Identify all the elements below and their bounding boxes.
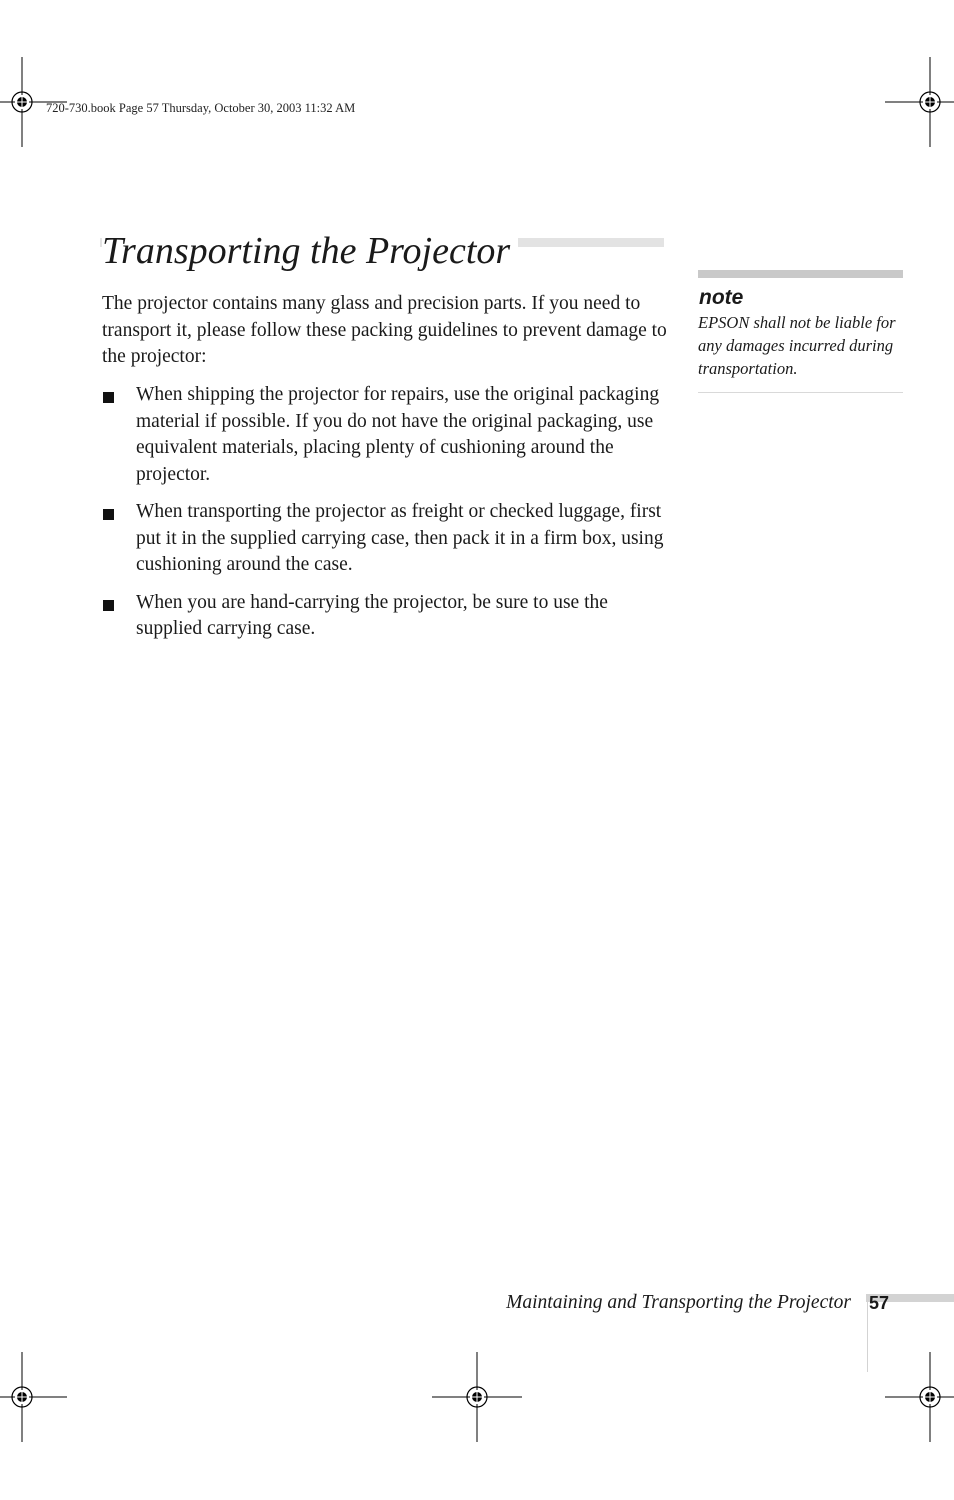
footer-divider [867,1302,868,1372]
intro-paragraph: The projector contains many glass and precision parts. If you need to transport it, please follow these packing guidelines to prevent damage to the projector: [102,293,667,367]
note-heading: note [699,286,744,309]
square-bullet-icon [103,509,114,520]
sidebar-note [698,270,903,393]
registration-mark-icon [0,1352,67,1442]
footer-section-title: Maintaining and Transporting the Projector [506,1292,851,1313]
page-title: Transporting the Projector [102,228,518,274]
page-number: 57 [869,1293,890,1313]
square-bullet-icon [103,600,114,611]
list-item-text: When transporting the projector as freight or checked luggage, first put it in the supplied carrying case, then pack it in a firm box, using cushioning around the case. [136,501,664,575]
list-item-text: When shipping the projector for repairs, use the original packaging material if possible. If you do not have the original packaging, use equivalent materials, placing plenty of cushioning around the projector. [136,384,660,485]
print-slug: 720-730.book Page 57 Thursday, October 30, 2003 11:32 AM [46,101,356,115]
note-text: EPSON shall not be liable for any damages incurred during transportation. [698,313,896,378]
list-item [102,499,668,579]
registration-mark-icon [432,1352,522,1442]
list-item-text: When you are hand-carrying the projector, be sure to use the supplied carrying case. [136,591,608,639]
list-item [102,382,668,488]
list-item [102,590,668,643]
square-bullet-icon [103,392,114,403]
guideline-list [102,382,668,643]
registration-mark-icon [885,1352,954,1442]
registration-mark-icon [885,57,954,147]
registration-mark-icon [0,57,67,147]
